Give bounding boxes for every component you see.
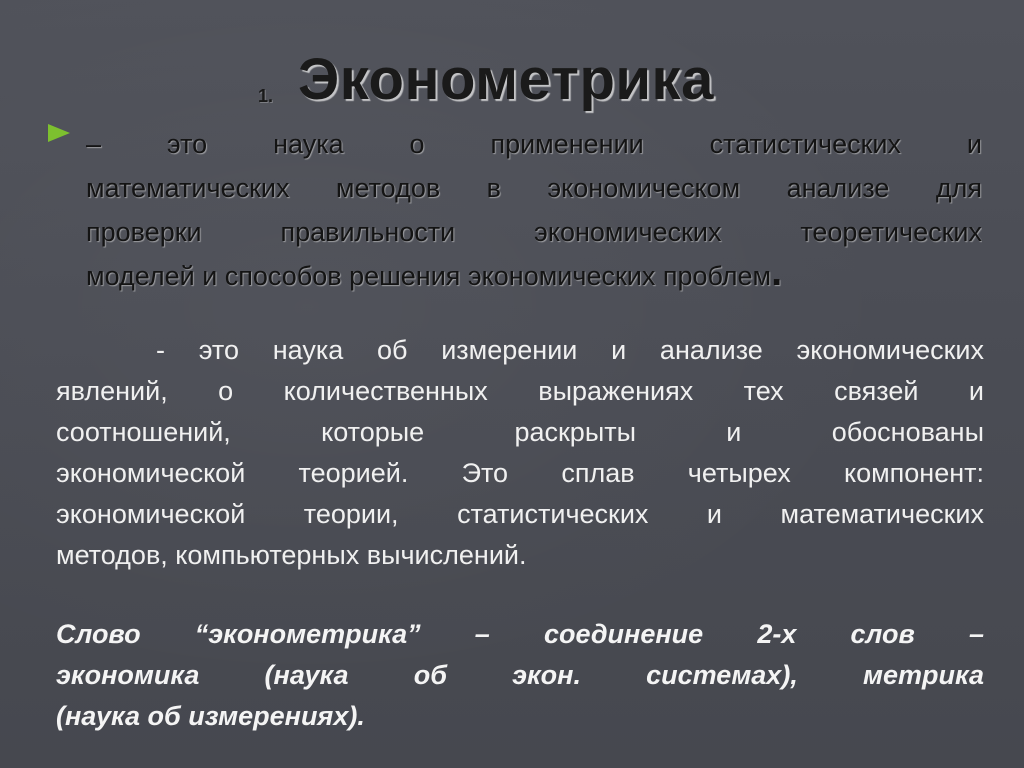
definition-2-line: явлений, о количественных выражениях тех связей и	[56, 376, 984, 406]
definition-2-line: экономической теорией. Это сплав четырех компонент:	[56, 458, 984, 488]
note-line: (наука об измерениях).	[56, 701, 365, 731]
slide-title-block	[258, 46, 958, 126]
title-number: 1.	[258, 86, 274, 106]
definition-1-last-line	[86, 254, 982, 298]
definition-1-line: проверки правильности экономических теоретических	[86, 217, 982, 247]
definition-2-line: экономической теории, статистических и математических	[56, 499, 984, 529]
definition-1-end-mark: .	[771, 254, 783, 294]
slide-title: Эконометрика	[298, 47, 714, 112]
definition-1-line: математических методов в экономическом анализе для	[86, 173, 982, 203]
definition-2	[56, 330, 984, 580]
definition-2-line: соотношений, которые раскрыты и обоснованы	[56, 417, 984, 447]
definition-2-line: - это наука об измерении и анализе экономических	[156, 335, 984, 365]
note-line: Слово “эконометрика” – соединение 2-х слов –	[56, 619, 984, 649]
definition-1-line: моделей и способов решения экономических проблем	[86, 261, 772, 291]
definition-2-line: методов, компьютерных вычислений.	[56, 540, 527, 570]
note-line: экономика (наука об экон. системах), метрика	[56, 660, 984, 690]
definition-1-line: – это наука о применении статистических и	[86, 129, 982, 159]
triangle-bullet-icon	[48, 124, 70, 142]
definition-1	[86, 122, 982, 302]
etymology-note	[56, 614, 984, 744]
